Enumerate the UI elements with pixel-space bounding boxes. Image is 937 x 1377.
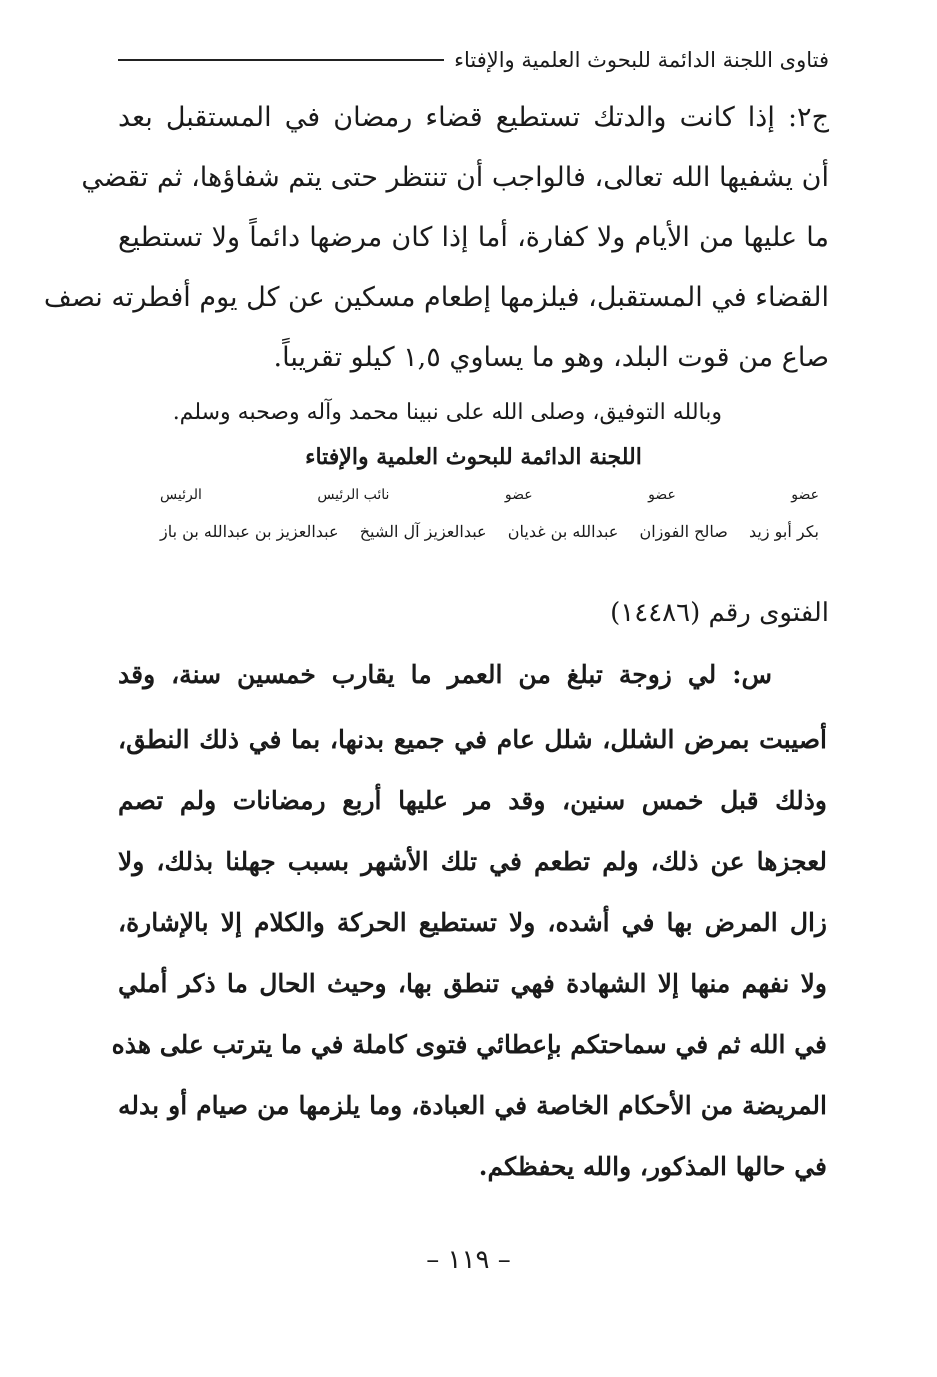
question-line: زال المرض بها في أشده، ولا تستطيع الحركة والكلام إلا بالإشارة، (118, 908, 827, 937)
committee-names-row (160, 522, 819, 541)
answer-line: ما عليها من الأيام ولا كفارة، أما إذا كان مرضها دائماً ولا تستطيع (118, 222, 829, 253)
member-role: عضو (504, 487, 533, 503)
question-line: المريضة من الأحكام الخاصة في العبادة، وما يلزمها من صيام أو بدله (118, 1091, 827, 1120)
committee-roles-row (160, 487, 819, 503)
closing-formula: وبالله التوفيق، وصلى الله على نبينا محمد وآله وصحبه وسلم. (172, 400, 722, 425)
answer-line: أن يشفيها الله تعالى، فالواجب أن تنتظر حتى يتم شفاؤها، ثم تقضي (81, 162, 829, 193)
member-name: صالح الفوزان (639, 522, 728, 541)
member-role: عضو (791, 487, 819, 503)
page-number: – ١١٩ – (426, 1245, 511, 1275)
member-name: بكر أبو زيد (748, 522, 819, 541)
question-line: أصيبت بمرض الشلل، شلل عام في جميع بدنها، بما في ذلك النطق، (118, 725, 827, 754)
question-line: لعجزها عن ذلك، ولم تطعم في تلك الأشهر بسبب جهلنا بذلك، ولا (118, 847, 827, 876)
running-header (118, 42, 829, 78)
fatwa-number: الفتوى رقم (١٤٤٨٦) (610, 598, 829, 628)
header-rule (118, 59, 444, 61)
question-line: س: لي زوجة تبلغ من العمر ما يقارب خمسين سنة، وقد (118, 660, 772, 689)
answer-line: ج٢: إذا كانت والدتك تستطيع قضاء رمضان في المستقبل بعد (118, 102, 829, 133)
question-line: في حالها المذكور، والله يحفظكم. (478, 1152, 827, 1181)
member-name: عبدالعزيز آل الشيخ (359, 522, 487, 541)
running-header-title: فتاوى اللجنة الدائمة للبحوث العلمية والإفتاء (454, 48, 829, 72)
committee-title: اللجنة الدائمة للبحوث العلمية والإفتاء (305, 444, 642, 470)
member-name: عبدالعزيز بن عبدالله بن باز (160, 522, 339, 541)
question-line: ولا نفهم منها إلا الشهادة فهي تنطق بها، وحيث الحال ما ذكر أملي (118, 969, 827, 998)
question-line: في الله ثم في سماحتكم بإعطائي فتوى كاملة في ما يترتب على هذه (111, 1030, 827, 1059)
member-role: الرئيس (160, 487, 202, 503)
answer-line: صاع من قوت البلد، وهو ما يساوي ١,٥ كيلو تقريباً. (273, 342, 829, 373)
member-name: عبدالله بن غديان (507, 522, 619, 541)
member-role: عضو (648, 487, 676, 503)
member-role: نائب الرئيس (317, 487, 390, 503)
question-line: وذلك قبل خمس سنين، وقد مر عليها أربع رمضانات ولم تصم (118, 786, 827, 815)
answer-line: القضاء في المستقبل، فيلزمها إطعام مسكين عن كل يوم أفطرته نصف (43, 282, 829, 313)
